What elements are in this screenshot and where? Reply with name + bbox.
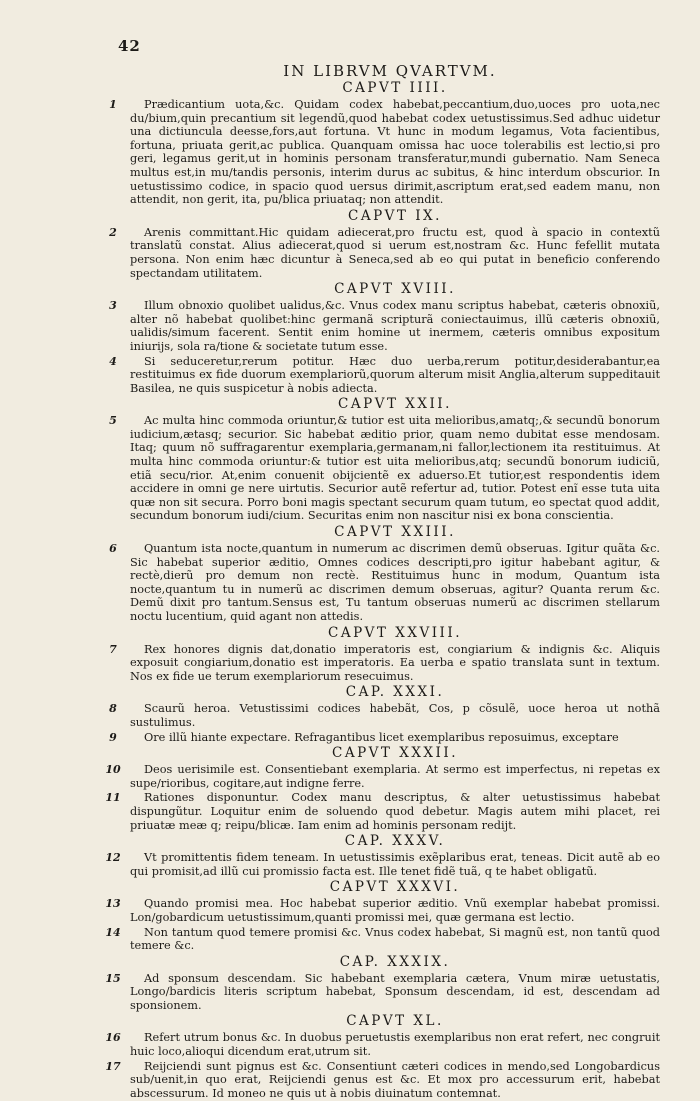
note-number: 11	[105, 791, 121, 805]
chapter-heading: CAP. XXXIX.	[339, 953, 451, 970]
chapter-heading: CAPVT XXVIII.	[328, 624, 462, 641]
note-number: 15	[105, 971, 121, 985]
note-number: 14	[105, 925, 121, 939]
chapter-heading: CAPVT XL.	[346, 1013, 444, 1030]
note-text: Ac multa hinc commoda oriuntur,& tutior est uita melioribus,amatq;,& secundũ bonorum iudicium,ætasq; securior. Sic habebat æditio prior, quam nemo dubitat esse mendosam. Itaq; quum nõ suffragarentur exemplaria,germanam,ni fallor,lectionem ita restituimus. At multa hinc commoda oriuntur:& tutior est uita melioribus,atq; secundũ bonorum iudiciũ, etiã secu/rior. At,enim conuenit obijcientẽ ex aduerso.Et tutior,est respondentis idem accidere in omni ge nere uirtutis. Securior autẽ refertur ad, tutior. Potest enĩ esse tuta uita quæ non sit secura. Porro boni magis spectant securum quam tutum, eo spectat quod addit, secundum bonorum iudi/cium. Securitas enim non nascitur nisi ex bona conscientia.	[130, 414, 660, 523]
note-number: 8	[109, 702, 117, 716]
chapter-heading: CAPVT XVIII.	[334, 281, 456, 298]
note-number: 17	[105, 1059, 121, 1073]
note-text: Illum obnoxio quolibet ualidus,&c. Vnus codex manu scriptus habebat, cæteris obnoxiũ, alter nõ habebat quolibet:hinc germanã scripturã coniectauimus, illũ cæteris obnoxiũ, ualidis/simum facerent. Sentit enim homine ut inermem, cæteris omnibus expositum iniurijs, sola ra/tione & societate tutum esse.	[130, 299, 660, 353]
chapter-heading: CAPVT XXXVI.	[329, 879, 461, 896]
annotation-note	[109, 354, 660, 396]
note-number: 4	[109, 354, 117, 368]
chapter-heading: CAPVT XXII.	[338, 396, 452, 413]
commentary-body	[105, 79, 660, 1101]
chapter-heading: CAPVT XXXII.	[332, 745, 458, 762]
annotation-note	[105, 763, 660, 790]
note-number: 5	[109, 414, 117, 428]
note-number: 6	[109, 542, 117, 556]
note-text: Ad sponsum descendam. Sic habebant exemplaria cætera, Vnum miræ uetustatis, Longo/bardicis literis scriptum habebat, Sponsum descendam, id est, descendam ad sponsionem.	[130, 971, 660, 1012]
annotation-note	[105, 1031, 660, 1059]
annotation-note	[109, 225, 660, 280]
chapter-heading: CAP. XXXV.	[344, 833, 446, 850]
annotation-note	[105, 1059, 660, 1101]
note-text: Rationes disponuntur. Codex manu descriptus, & alter uetustissimus habebat dispungũtur. Loquitur enim de soluendo quod debetur. Magis autem mihi placet, rei priuatæ meæ q; reipu/blicæ. Iam enim ad hominis personam redijt.	[130, 791, 660, 832]
chapter-heading: CAPVT IIII.	[342, 80, 448, 96]
annotation-note	[109, 299, 660, 353]
note-number: 9	[109, 730, 117, 744]
running-title: IN LIBRVM QVARTVM.	[283, 62, 497, 80]
note-text: Quando promisi mea. Hoc habebat superior æditio. Vnũ exemplar habebat promissi. Lon/gobardicum uetustissimum,quanti promissi mei, quæ germana est lectio.	[130, 897, 660, 924]
note-text: Deos uerisimile est. Consentiebant exemplaria. At sermo est imperfectus, ni repetas ex supe/rioribus, cogitare,aut indigne ferre.	[130, 763, 660, 790]
note-number: 1	[109, 98, 117, 111]
note-text: Si seduceretur,rerum potitur. Hæc duo uerba,rerum potitur,desiderabantur,ea restituimus ex fide duorum exemplariorũ,quorum alterum misit Anglia,alterum suppeditauit Basilea, ne quis suspicetur à nobis adiecta.	[130, 354, 660, 395]
annotation-note	[109, 702, 660, 729]
note-text: Reijciendi sunt pignus est &c. Consentiunt cæteri codices in mendo,sed Longobardicus sub/uenit,in quo erat, Reijciendi genus est &c. Et mox pro accessurum erit, habebat abscessurum. Id moneo ne quis ut à nobis diuinatum contemnat.	[130, 1059, 660, 1100]
note-number: 13	[105, 897, 121, 911]
note-text: Ore illũ hiante expectare. Refragantibus licet exemplaribus reposuimus, exceptare	[144, 730, 619, 744]
annotation-note	[105, 897, 660, 924]
note-number: 16	[105, 1031, 121, 1045]
chapter-heading: CAPVT XXIII.	[334, 524, 456, 541]
note-text: Refert utrum bonus &c. In duobus peruetustis exemplaribus non erat refert, nec congruit huic loco,alioqui dicendum erat,utrum sit.	[130, 1031, 660, 1059]
annotation-note	[109, 414, 660, 523]
note-number: 3	[109, 299, 117, 313]
note-number: 7	[109, 642, 117, 656]
page-number: 42	[118, 37, 141, 55]
note-text: Arenis committant.Hic quidam adiecerat,pro fructu est, quod à spacio in contextũ translatũ constat. Alius adiecerat,quod si uerum est,nostram &c. Hunc fefellit mutata persona. Non enim hæc dicuntur à Seneca,sed ab eo qui putat in beneficio conferendo spectandam utilitatem.	[130, 225, 660, 280]
annotation-note	[109, 642, 660, 684]
annotation-note	[105, 971, 660, 1013]
note-number: 12	[105, 851, 121, 865]
annotation-note	[109, 542, 660, 624]
note-text: Scaurũ heroa. Vetustissimi codices habebãt, Cos, p cõsulẽ, uoce heroa ut nothã sustulimus.	[130, 702, 660, 729]
note-text: Non tantum quod temere promisi &c. Vnus codex habebat, Si magnũ est, non tantũ quod temere &c.	[130, 925, 660, 953]
annotation-note	[105, 791, 660, 832]
note-text: Rex honores dignis dat,donatio imperatoris est, congiarium & indignis &c. Aliquis exposuit congiarium,donatio est imperatoris. Ea uerba e spatio translata sunt in textum. Nos ex fide ue terum exemplariorum resecuimus.	[130, 642, 660, 683]
annotation-note	[105, 925, 660, 953]
note-text: Prædicantium uota,&c. Quidam codex habebat,peccantium,duo,uoces pro uota,nec du/bium,quin precantium sit legendũ,quod habebat codex uetustissimus.Sed adhuc uidetur una dictiuncula deesse,fors,aut fortuna. Vt hunc in modum legamus, Vota facientibus, fortuna, priuata gerit,ac publica. Quanquam omissa hac uoce tolerabilis est lectio,si pro geri, legamus gerit,ut in hominis personam transferatur,mundi gubernatio. Nam Seneca multus est,in mu/tandis personis, interim durus ac subitus, & hinc interdum obscurior. In uetustissimo codice, in spacio quod uersus dirimit,ascriptum erat,sed eadem manu, non attendit, non gerit, ita, pu/blica priuataq; non attendit.	[130, 98, 660, 207]
chapter-heading: CAP. XXXI.	[345, 684, 445, 701]
note-number: 10	[105, 763, 121, 777]
note-text: Quantum ista nocte,quantum in numerum ac discrimen demũ obseruas. Igitur quãta &c. Sic habebat superior æditio, Omnes codices descripti,pro igitur habebant agitur, & rectè,dierũ pro demum non rectè. Restituimus hunc in modum, Quantum ista nocte,quantum tu in numerũ ac discrimen demum obseruas, agitur? Quanta rerum &c. Demũ dixit pro tantum.Sensus est, Tu tantum obseruas numerũ ac discrimen stellarum noctu lucentium, quid agant non attedis.	[130, 542, 660, 623]
annotation-note	[109, 730, 660, 745]
chapter-heading: CAPVT IX.	[348, 207, 442, 224]
note-number: 2	[109, 225, 117, 239]
annotation-note	[109, 98, 660, 207]
note-text: Vt promittentis fidem teneam. In uetustissimis exẽplaribus erat, teneas. Dicit autẽ ab eo qui promisit,ad illũ cui promissio facta est. Ille tenet fidẽ tuã, q te habet obligatũ.	[130, 851, 660, 878]
annotation-note	[105, 851, 660, 878]
